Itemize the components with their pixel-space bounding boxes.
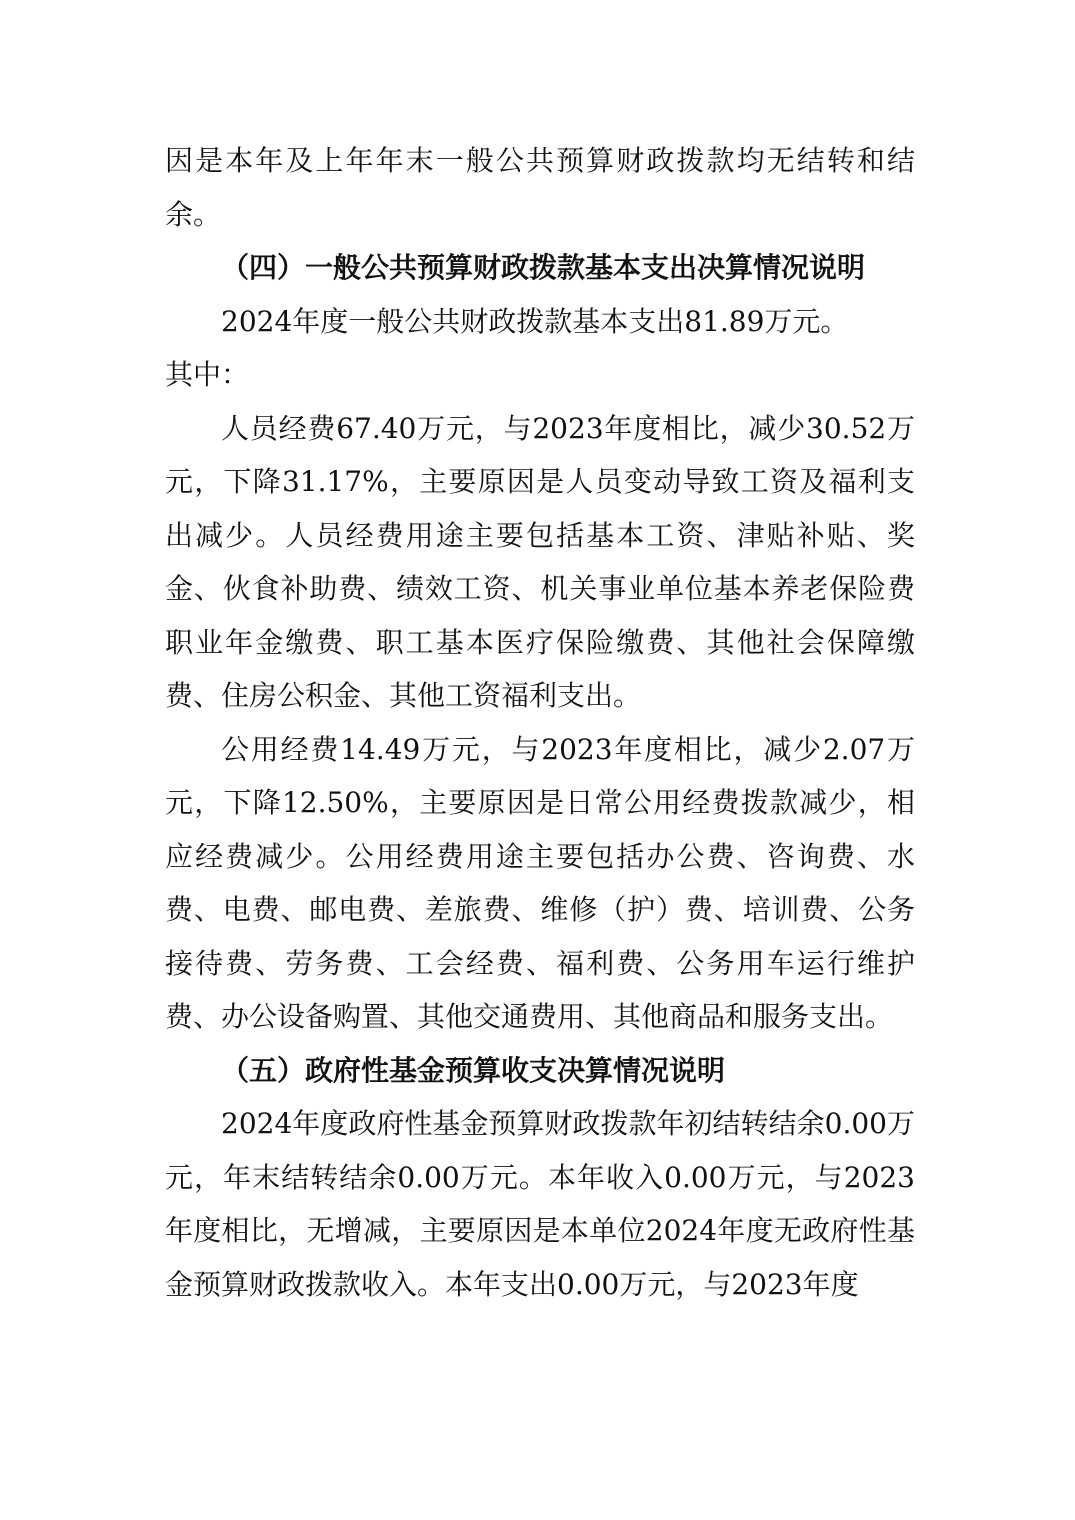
paragraph-continuation: 因是本年及上年年末一般公共预算财政拨款均无结转和结余。 [165, 144, 915, 231]
paragraph-government-fund: 2024年度政府性基金预算财政拨款年初结转结余0.00万元，年末结转结余0.00万元。本年收入0.00万元，与2023年度相比，无增减，主要原因是本单位2024年度无政府性基金预算财政拨款收入。本年支出0.00万元，与2023年度 [165, 1107, 915, 1301]
section-heading-4: （四）一般公共预算财政拨款基本支出决算情况说明 [221, 251, 866, 284]
document-body [165, 134, 944, 1311]
paragraph-personnel-expenses: 人员经费67.40万元，与2023年度相比，减少30.52万元，下降31.17%，主要原因是人员变动导致工资及福利支出减少。人员经费用途主要包括基本工资、津贴补贴、奖金、伙食补助费、绩效工资、机关事业单位基本养老保险费 职业年金缴费、职工基本医疗保险缴费、其他社会保障缴费、住房公积金、其他工资福利支出。 [165, 411, 944, 712]
paragraph-among-them: 其中： [165, 358, 250, 391]
section-heading-5: （五）政府性基金预算收支决算情况说明 [221, 1053, 726, 1087]
paragraph-basic-expenditure: 2024年度一般公共财政拨款基本支出81.89万元。 [221, 304, 849, 338]
paragraph-public-expenses: 公用经费14.49万元，与2023年度相比，减少2.07万元，下降12.50%，主要原因是日常公用经费拨款减少，相应经费减少。公用经费用途主要包括办公费、咨询费、水费、电费、邮电费、差旅费、维修（护）费、培训费、公务接待费、劳务费、工会经费、福利费、公务用车运行维护费、办公设备购置、其他交通费用、其他商品和服务支出。 [165, 732, 915, 1033]
